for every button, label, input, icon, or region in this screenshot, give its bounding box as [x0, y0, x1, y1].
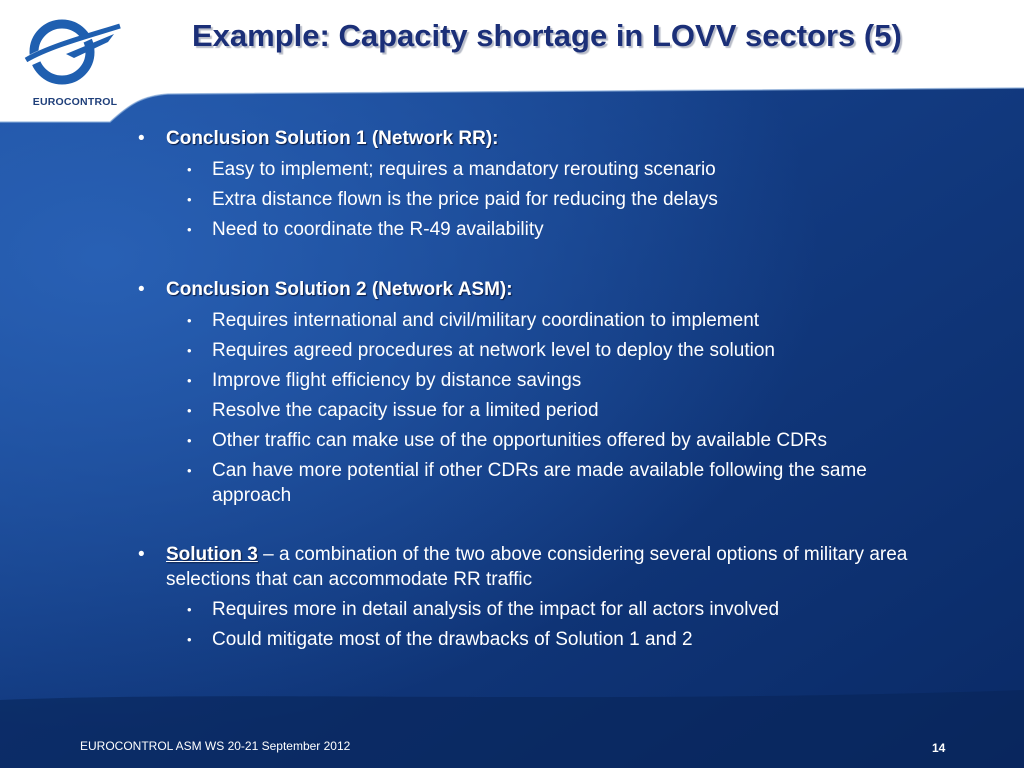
bullet-icon: • [187, 433, 192, 448]
list-item [187, 597, 952, 622]
bullet-icon: • [187, 463, 192, 478]
bullet-icon: • [138, 128, 145, 149]
bullet-icon: • [187, 403, 192, 418]
list-item-text: Requires more in detail analysis of the impact for all actors involved [212, 599, 780, 620]
list-item [187, 217, 952, 242]
list-item [187, 157, 952, 182]
section-heading: Solution 3 [166, 544, 258, 565]
list-item-text: Improve flight efficiency by distance savings [212, 370, 582, 391]
list-item-text: Other traffic can make use of the opportunities offered by available CDRs [212, 430, 828, 451]
list-item [187, 308, 952, 333]
list-item-text: Can have more potential if other CDRs are made available following the same approach [212, 460, 867, 506]
list-item [187, 338, 952, 363]
bullet-icon: • [187, 313, 192, 328]
section-3-heading [138, 542, 936, 592]
list-item-text: Could mitigate most of the drawbacks of Solution 1 and 2 [212, 629, 693, 650]
section-2-heading [138, 277, 946, 302]
footer-text: EUROCONTROL ASM WS 20-21 September 2012 [80, 739, 351, 753]
bullet-icon: • [138, 279, 145, 300]
logo-text: EUROCONTROL [32, 96, 118, 108]
list-item [187, 187, 952, 212]
list-item-text: Requires international and civil/military coordination to implement [212, 310, 760, 331]
section-1-heading [138, 126, 946, 151]
list-item [187, 428, 952, 453]
bullet-icon: • [187, 343, 192, 358]
list-item [187, 458, 942, 508]
list-item-text: Resolve the capacity issue for a limited period [212, 400, 599, 421]
bullet-icon: • [187, 373, 192, 388]
bullet-icon: • [187, 602, 192, 617]
section-heading-description: – a combination of the two above considering several options of military area selections that can accommodate RR traffic [166, 544, 908, 590]
list-item [187, 398, 952, 423]
section-heading: Conclusion Solution 2 (Network ASM): [166, 279, 513, 300]
eurocontrol-emblem-icon [16, 14, 134, 94]
bullet-icon: • [187, 162, 192, 177]
bullet-icon: • [187, 632, 192, 647]
slide-title: Example: Capacity shortage in LOVV sectors (5) [192, 18, 902, 53]
list-item-text: Requires agreed procedures at network level to deploy the solution [212, 340, 775, 361]
page-number: 14 [932, 741, 946, 755]
list-item-text: Need to coordinate the R-49 availability [212, 219, 544, 240]
list-item-text: Extra distance flown is the price paid for reducing the delays [212, 189, 718, 210]
list-item [187, 627, 952, 652]
eurocontrol-logo [16, 14, 136, 109]
slide-header [0, 0, 1024, 118]
bullet-icon: • [187, 222, 192, 237]
bullet-icon: • [138, 544, 145, 565]
list-item-text: Easy to implement; requires a mandatory rerouting scenario [212, 159, 716, 180]
list-item [187, 368, 952, 393]
section-heading: Conclusion Solution 1 (Network RR): [166, 128, 499, 149]
bullet-icon: • [187, 192, 192, 207]
